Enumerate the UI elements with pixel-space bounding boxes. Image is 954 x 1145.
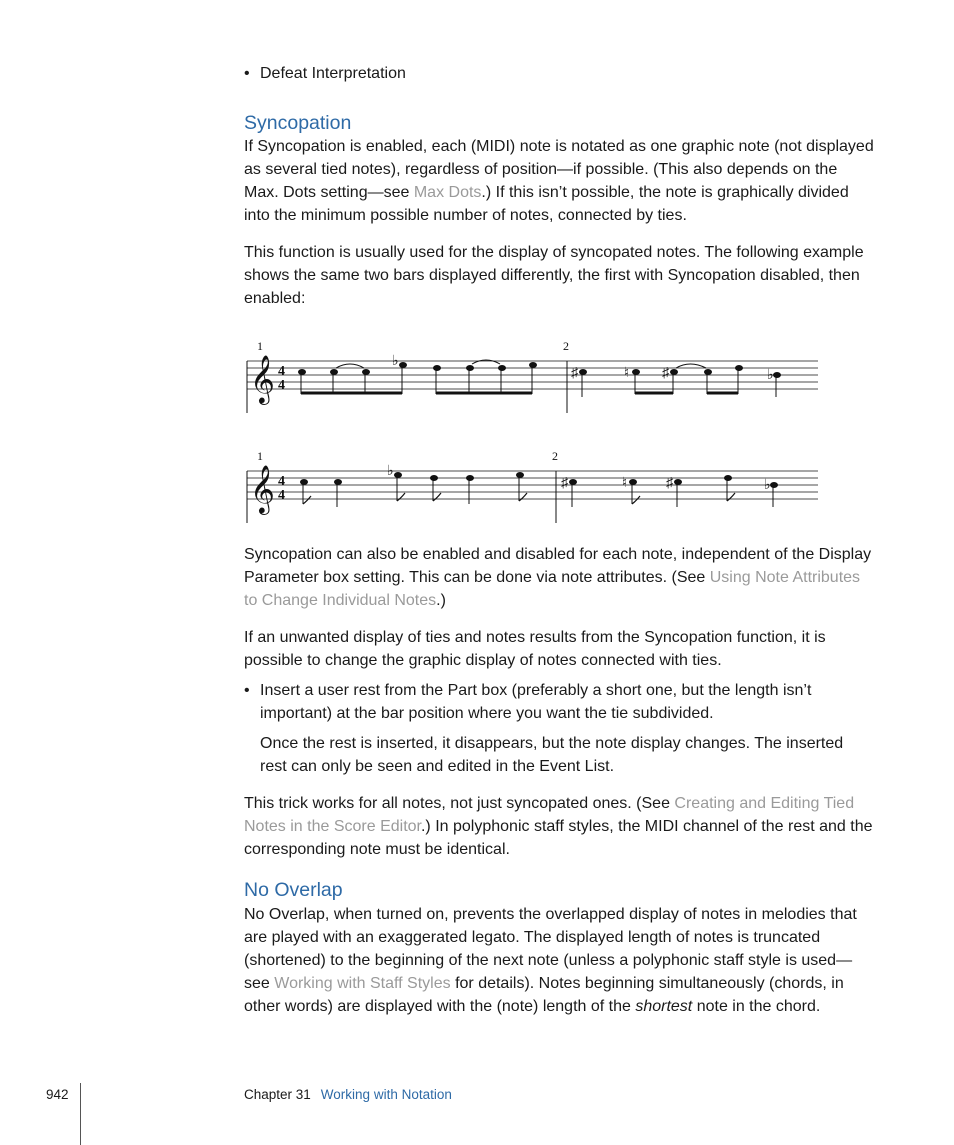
svg-text:♮: ♮ xyxy=(624,366,630,381)
bullet-continuation-text: Once the rest is inserted, it disappears, but the note display changes. The inserted rest can only be seen and edited in the Event List. xyxy=(260,735,844,775)
text-run: .) xyxy=(436,592,446,609)
treble-clef: 𝄞 xyxy=(250,357,275,403)
text-run: note in the chord. xyxy=(692,998,821,1015)
time-signature: 4 xyxy=(278,474,285,489)
section-heading-syncopation: Syncopation xyxy=(244,112,352,134)
svg-text:♯: ♯ xyxy=(666,476,673,491)
bullet-item xyxy=(244,62,406,85)
bar-number-2: 2 xyxy=(563,339,569,353)
link-note-attributes[interactable]: Using Note Attributes to Change Individual Notes xyxy=(244,569,861,609)
notation-figure xyxy=(240,335,825,530)
staff-syncopation-disabled xyxy=(247,339,818,413)
bullet-text: Insert a user rest from the Part box (preferably a short one, but the length isn’t important) at the bar position where you want the tie subdivided. xyxy=(260,682,812,722)
footer-divider xyxy=(80,1083,81,1145)
chapter-label: Chapter 31 xyxy=(244,1087,311,1102)
bar-number-2: 2 xyxy=(552,449,558,463)
text-run: No Overlap, when turned on, prevents the overlapped display of notes in melodies that are played with an exaggerated legato. The displayed length of notes is truncated (shortened) to the beginning of the next note (unless a polyphonic staff style is used—see xyxy=(244,906,857,992)
page-number: 942 xyxy=(46,1087,69,1102)
text-run: for details). Notes beginning simultaneously (chords, in other words) are displayed with the (note) length of the xyxy=(244,975,844,1015)
svg-text:♭: ♭ xyxy=(392,354,399,369)
emphasis-text: shortest xyxy=(635,998,693,1015)
paragraph-no-overlap xyxy=(244,903,874,1018)
link-staff-styles[interactable]: Working with Staff Styles xyxy=(274,975,451,992)
link-tied-notes[interactable]: Creating and Editing Tied Notes in the Score Editor xyxy=(244,795,855,835)
svg-text:♯: ♯ xyxy=(571,366,578,381)
chapter-title-link[interactable]: Working with Notation xyxy=(320,1087,452,1102)
svg-text:♭: ♭ xyxy=(764,478,771,493)
bullet-dot: • xyxy=(244,682,250,699)
svg-text:♯: ♯ xyxy=(662,366,669,381)
bullet-text: Defeat Interpretation xyxy=(260,65,406,82)
text-run: .) In polyphonic staff styles, the MIDI channel of the rest and the corresponding note must be identical. xyxy=(244,818,873,858)
bullet-continuation xyxy=(260,732,874,778)
time-signature: 4 xyxy=(278,364,285,379)
footer-chapter xyxy=(244,1087,452,1102)
bullet-dot: • xyxy=(244,65,250,82)
time-signature-bottom: 4 xyxy=(278,378,285,393)
bar-number-1: 1 xyxy=(257,339,263,353)
paragraph-trick xyxy=(244,792,874,861)
svg-text:♯: ♯ xyxy=(561,476,568,491)
svg-text:♮: ♮ xyxy=(622,476,628,491)
paragraph-note-attributes xyxy=(244,543,874,612)
section-heading-no-overlap: No Overlap xyxy=(244,879,343,901)
paragraph-syncopation-example: This function is usually used for the display of syncopated notes. The following example shows the same two bars displayed differently, the first with Syncopation disabled, then enabled: xyxy=(244,244,864,307)
text-run: If Syncopation is enabled, each (MIDI) note is notated as one graphic note (not displayed as several tied notes), regardless of position—if possible. (This also depends on the Max. Dots setting—see xyxy=(244,138,874,201)
treble-clef: 𝄞 xyxy=(250,467,275,513)
text-run: This trick works for all notes, not just syncopated ones. (See xyxy=(244,795,675,812)
paragraph-syncopation-intro xyxy=(244,135,874,227)
bar-number-1: 1 xyxy=(257,449,263,463)
paragraph-unwanted-ties: If an unwanted display of ties and notes results from the Syncopation function, it is possible to change the graphic display of notes connected with ties. xyxy=(244,629,826,669)
bullet-item xyxy=(244,679,874,725)
time-signature-bottom: 4 xyxy=(278,488,285,503)
link-max-dots[interactable]: Max Dots xyxy=(413,184,482,201)
text-run: Syncopation can also be enabled and disabled for each note, independent of the Display Parameter box setting. This can be done via note attributes. (See xyxy=(244,546,872,586)
svg-text:♭: ♭ xyxy=(767,368,774,383)
staff-syncopation-enabled xyxy=(247,449,818,523)
text-run: .) If this isn’t possible, the note is graphically divided into the minimum possible number of notes, connected by ties. xyxy=(244,184,849,224)
svg-text:♭: ♭ xyxy=(387,464,394,479)
